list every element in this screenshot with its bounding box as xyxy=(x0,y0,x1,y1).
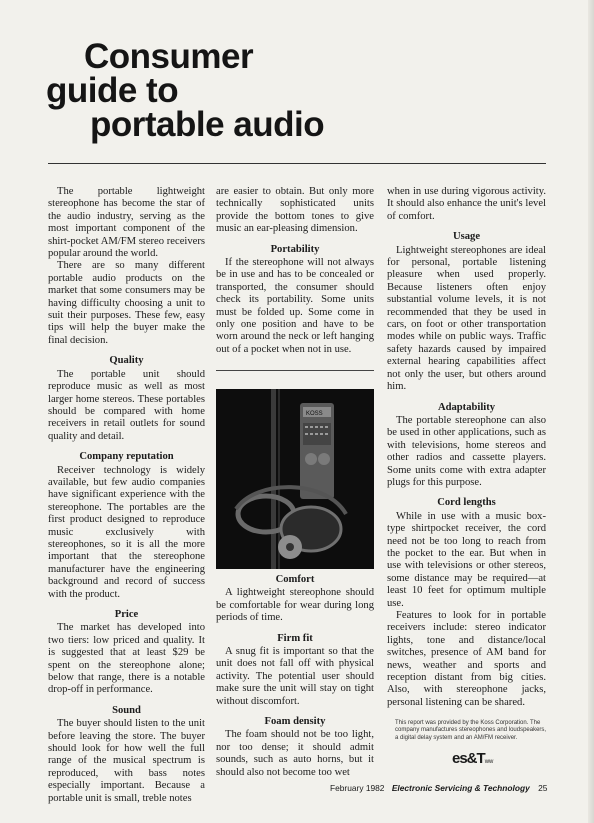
section-heading: Sound xyxy=(112,704,141,716)
column-1 xyxy=(48,186,205,805)
body-paragraph: The portable stereophone can also be used in other applications, such as with televisions, home stereos and other radios and cassette players. Some units come with extra adapter plugs for this purpose. xyxy=(387,414,546,488)
body-paragraph: There are so many different portable audio products on the market that some consumers may be having difficulty choosing a unit to suit their purposes. These few, easy tips will help the buyer make the final decision. xyxy=(48,260,205,346)
headphone-receiver-image xyxy=(216,389,374,569)
body-paragraph: The market has developed into two tiers: low priced and quality. It is suggested that at least $29 be spent on the stereophone alone; below that range, there is a notable drop-off in performance. xyxy=(48,622,205,696)
body-paragraph: Lightweight stereophones are ideal for personal, portable listening pleasure when used properly. Because listeners often enjoy substantial volume levels, it is not recommended that they be used in cars, on foot or other transportation modes while on public ways. Traffic safety hazards caused by impaired external hearing capabilities affect not only the user, but others around him. xyxy=(387,244,546,393)
magazine-logo xyxy=(452,750,493,767)
section-heading: Usage xyxy=(452,231,481,243)
footer-magazine: Electronic Servicing & Technology xyxy=(391,783,530,793)
source-credit: This report was provided by the Koss Corporation. The company manufactures stereophones and loudspeakers, a digital delay system and an AM/FM receiver. xyxy=(395,720,547,741)
photo-divider xyxy=(216,370,374,371)
section-heading: Quality xyxy=(109,355,144,367)
photo-brand-label: KOSS xyxy=(306,411,323,417)
footer-date: February 1982 xyxy=(330,783,385,793)
body-paragraph: A lightweight stereophone should be comfortable for wear during long periods of time. xyxy=(216,587,374,624)
section-heading: Foam density xyxy=(264,716,326,728)
body-paragraph: are easier to obtain. But only more technically sophisticated units provide the bottom tones to give music an ear-pleasing dimension. xyxy=(216,186,374,235)
logo-suffix: ww xyxy=(484,759,494,765)
section-heading: Cord lengths xyxy=(437,497,496,509)
title-line-1: Consumer xyxy=(84,37,254,76)
section-heading: Firm fit xyxy=(277,632,313,644)
product-photo xyxy=(216,389,374,569)
body-paragraph: The portable lightweight stereophone has become the star of the audio industry, serving as the most important component of the shirt-pocket AM/FM stereo receivers popular around the world. xyxy=(48,186,205,260)
body-paragraph: While in use with a music box-type shirtpocket receiver, the cord need not be too long to reach from the pocket to the ear. But when in use with televisions or other stereos, some distance may be required—at least 10 feet for optimum multiple use. xyxy=(387,510,546,609)
section-heading: Company reputation xyxy=(79,451,174,463)
body-paragraph: If the stereophone will not always be in use and has to be concealed or transported, the consumer should check its portability. Some units must be folded up. Some come in only one position and have to be worn around the neck or left hanging out of a pocket when not in use. xyxy=(216,257,374,355)
page-edge xyxy=(588,0,594,823)
section-heading: Portability xyxy=(270,243,320,255)
body-paragraph: The buyer should listen to the unit before leaving the store. The buyer should look for how well the full range of the musical spectrum is reproduced, with bass notes especially important. Because a portable unit is small, treble notes xyxy=(48,718,205,804)
body-paragraph: The portable unit should reproduce music as well as most larger home stereos. These portables should be compared with home receivers in retail outlets for sound quality and detail. xyxy=(48,368,205,442)
body-paragraph: when in use during vigorous activity. It should also enhance the unit's level of comfort. xyxy=(387,186,546,222)
body-paragraph: The foam should not be too light, nor too dense; it should admit sounds, such as auto horns, but it should also not become too wet xyxy=(216,729,374,778)
body-paragraph: Receiver technology is widely available, but few audio companies have significant experience with the stereophone. The portables are the first product designed to reproduce music exclusively with stereophones, so it is all the more important that the stereophone manufacturer have the engineering background and record of success with the product. xyxy=(48,464,205,600)
column-3 xyxy=(387,186,546,709)
title-line-3: portable audio xyxy=(90,105,325,144)
column-2-top xyxy=(216,186,374,356)
section-heading: Comfort xyxy=(275,574,315,585)
title-divider xyxy=(48,163,546,164)
body-paragraph: Features to look for in portable receivers include: stereo indicator lights, tone and distance/local switches, presence of AM band for news, weather and sports and reception distant from big cities. Also, with stereophone jacks, personal listening can be shared. xyxy=(387,610,546,708)
page-footer xyxy=(330,783,566,793)
title-line-2: guide to xyxy=(46,71,179,110)
column-2-bottom xyxy=(216,574,374,779)
body-paragraph: A snug fit is important so that the unit does not fall off with physical activity. The potential user should make sure the unit will stay on tight without discomfort. xyxy=(216,646,374,707)
section-heading: Price xyxy=(114,609,139,620)
logo-main: es&T xyxy=(452,750,485,767)
page-number: 25 xyxy=(538,783,548,793)
section-heading: Adaptability xyxy=(437,401,496,413)
article-title xyxy=(46,37,325,144)
photo-block xyxy=(216,370,374,569)
